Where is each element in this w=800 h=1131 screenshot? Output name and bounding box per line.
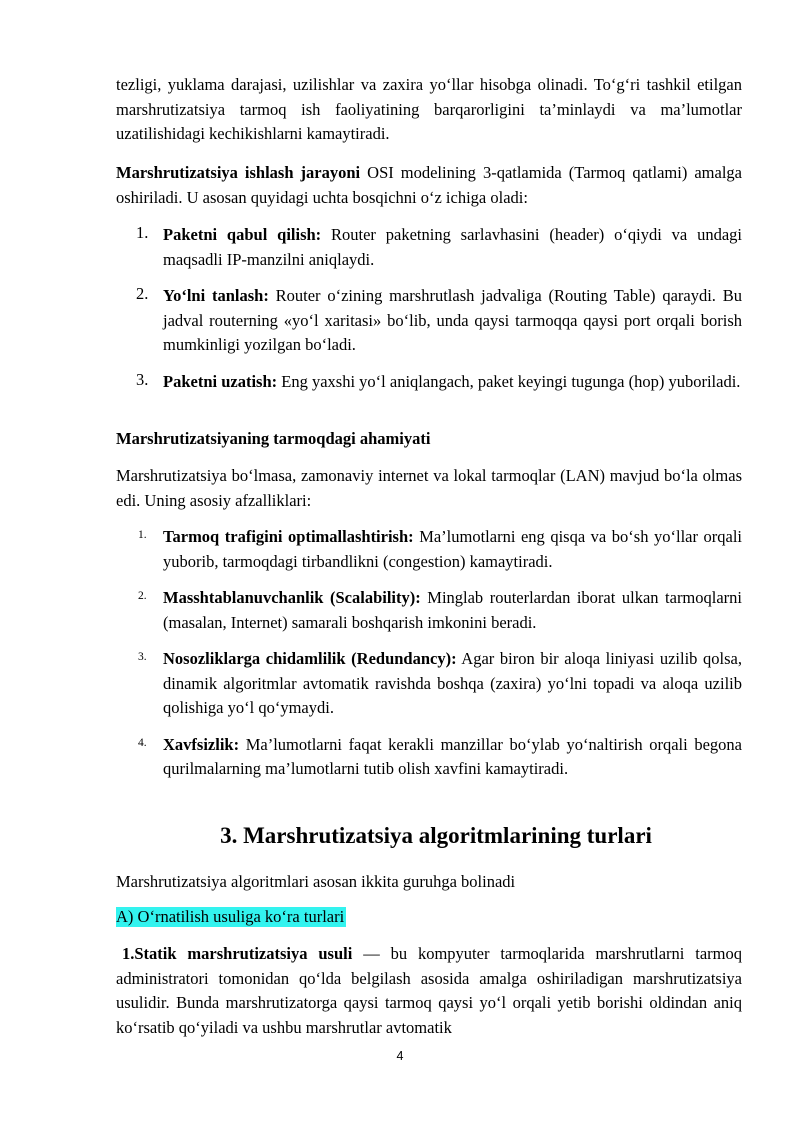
list-item <box>116 733 742 782</box>
list-item-text: Router paketning sarlavhasini (header) o‘qiydi va undagi maqsadli IP-manzilni aniqlaydi. <box>163 225 742 269</box>
list-number: 2. <box>138 590 147 602</box>
list-item-text: Eng yaxshi yo‘l aniqlangach, paket keyingi tugunga (hop) yuboriladi. <box>277 371 741 391</box>
list-item-text: Agar biron bir aloqa liniyasi uzilib qolsa, dinamik algoritmlar avtomatik ravishda boshqa (zaxira) yo‘lni topadi va aloqa uzilib qolishiga yo‘l qo‘ymaydi. <box>163 649 742 717</box>
list-number: 1. <box>138 529 147 541</box>
paragraph-importance-intro: Marshrutizatsiya bo‘lmasa, zamonaviy internet va lokal tarmoqlar (LAN) mavjud bo‘la olmas edi. Uning asosiy afzalliklari: <box>116 466 742 510</box>
highlighted-text: A) O‘rnatilish usuliga ko‘ra turlari <box>116 907 345 926</box>
paragraph-intro: tezligi, yuklama darajasi, uzilishlar va zaxira yo‘llar hisobga olinadi. To‘g‘ri tashkil etilgan marshrutizatsiya tarmoq ish faoliyatining barqarorligini ta’minlaydi va ma’lumotlar uzatilishidagi kechikishlarni kamaytiradi. <box>116 75 742 143</box>
list-item-text: Minglab routerlardan iborat ulkan tarmoqlarni (masalan, Internet) samarali boshqarish imkonini beradi. <box>163 588 743 632</box>
subheading-importance: Marshrutizatsiyaning tarmoqdagi ahamiyati <box>116 429 431 448</box>
list-item-text: Router o‘zining marshrutlash jadvaliga (Routing Table) qaraydi. Bu jadval routerning «yo‘l xaritasi» bo‘lib, unda qaysi tarmoqqa qaysi port orqali borish mumkinligi yozilgan bo‘ladi. <box>163 286 742 354</box>
section-heading <box>0 823 800 849</box>
paragraph-static-routing <box>116 942 742 1040</box>
static-routing-bold: 1.Statik marshrutizatsiya usuli <box>122 944 353 963</box>
list-item-bold: Tarmoq trafigini optimallashtirish: <box>163 527 414 546</box>
list-item <box>116 647 742 721</box>
highlighted-subheading <box>116 905 742 930</box>
paragraph-process <box>116 161 742 210</box>
process-text: OSI modelining 3-qatlamida (Tarmoq qatlami) amalga oshiriladi. U asosan quyidagi uchta bosqichni o‘z ichiga oladi: <box>116 163 742 207</box>
list-number: 4. <box>138 736 147 749</box>
process-bold-lead: Marshrutizatsiya ishlash jarayoni <box>116 163 361 182</box>
static-routing-text: — bu kompyuter tarmoqlarida marshrutlarni tarmoq administratori tomonidan qo‘lda belgilash asosida amalga oshiriladigan marshrutizatsiya usulidir. Bunda marshrutizatorga qaysi tarmoq qaysi yo‘l orqali yetib borishi oldindan aniq ko‘rsatib qo‘yiladi va ushbu marshrutlar avtomatik <box>116 944 742 1037</box>
list-item-bold: Paketni uzatish: <box>163 371 278 391</box>
process-steps-list <box>116 223 742 406</box>
list-number: 1. <box>136 223 149 242</box>
list-item <box>116 284 742 358</box>
list-item <box>116 223 742 272</box>
list-item-bold: Masshtablanuvchanlik (Scalability): <box>163 588 421 607</box>
list-number: 3. <box>136 369 149 389</box>
list-item-text: Ma’lumotlarni eng qisqa va bo‘sh yo‘llar orqali yuborib, tarmoqdagi tirbandlikni (congestion) kamaytiradi. <box>163 527 742 571</box>
advantages-list <box>116 525 742 794</box>
section-heading-text: 3. Marshrutizatsiya algoritmlarining turlari <box>220 823 652 848</box>
list-item-bold: Xavfsizlik: <box>163 734 240 754</box>
list-item <box>116 586 742 635</box>
list-item <box>116 370 742 395</box>
list-number: 2. <box>136 284 149 303</box>
list-item <box>116 525 742 574</box>
list-item-bold: Yo‘lni tanlash: <box>163 286 269 305</box>
page-number: 4 <box>396 1049 404 1063</box>
paragraph-section-intro: Marshrutizatsiya algoritmlari asosan ikkita guruhga bolinadi <box>116 872 516 891</box>
list-item-bold: Nosozliklarga chidamlilik (Redundancy): <box>163 649 457 668</box>
list-number: 3. <box>138 651 147 663</box>
list-item-bold: Paketni qabul qilish: <box>163 225 322 244</box>
list-item-text: Ma’lumotlarni faqat kerakli manzillar bo‘ylab yo‘naltirish orqali begona qurilmalarning ma’lumotlarni tutib olish xavfini kamaytiradi. <box>163 734 742 778</box>
